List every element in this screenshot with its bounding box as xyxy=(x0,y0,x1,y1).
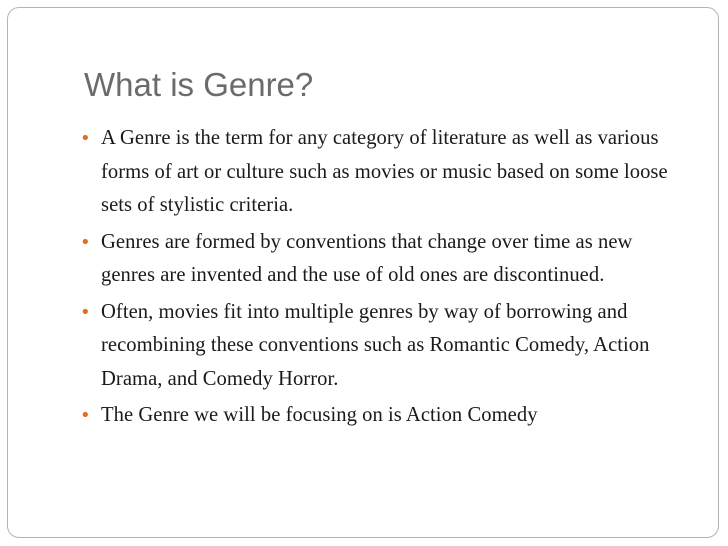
bullet-item xyxy=(80,296,680,397)
bullet-text: Often, movies fit into multiple genres by way of borrowing and recombining these conventions such as Romantic Comedy, Action Drama, and Comedy Horror. xyxy=(101,300,650,390)
bullet-item xyxy=(80,399,680,433)
bullet-icon: • xyxy=(80,231,91,253)
bullet-icon: • xyxy=(80,301,91,323)
bullet-item xyxy=(80,122,680,223)
bullet-item xyxy=(80,226,680,293)
slide-title: What is Genre? xyxy=(84,66,314,103)
bullet-text: The Genre we will be focusing on is Action Comedy xyxy=(101,404,538,426)
bullet-text: A Genre is the term for any category of literature as well as various forms of art or culture such as movies or music based on some loose sets of stylistic criteria. xyxy=(101,127,668,216)
bullet-icon: • xyxy=(80,405,91,426)
bullet-text: Genres are formed by conventions that change over time as new genres are invented and the use of old ones are discontinued. xyxy=(101,230,633,286)
bullet-list xyxy=(80,122,680,433)
bullet-icon: • xyxy=(80,128,91,149)
